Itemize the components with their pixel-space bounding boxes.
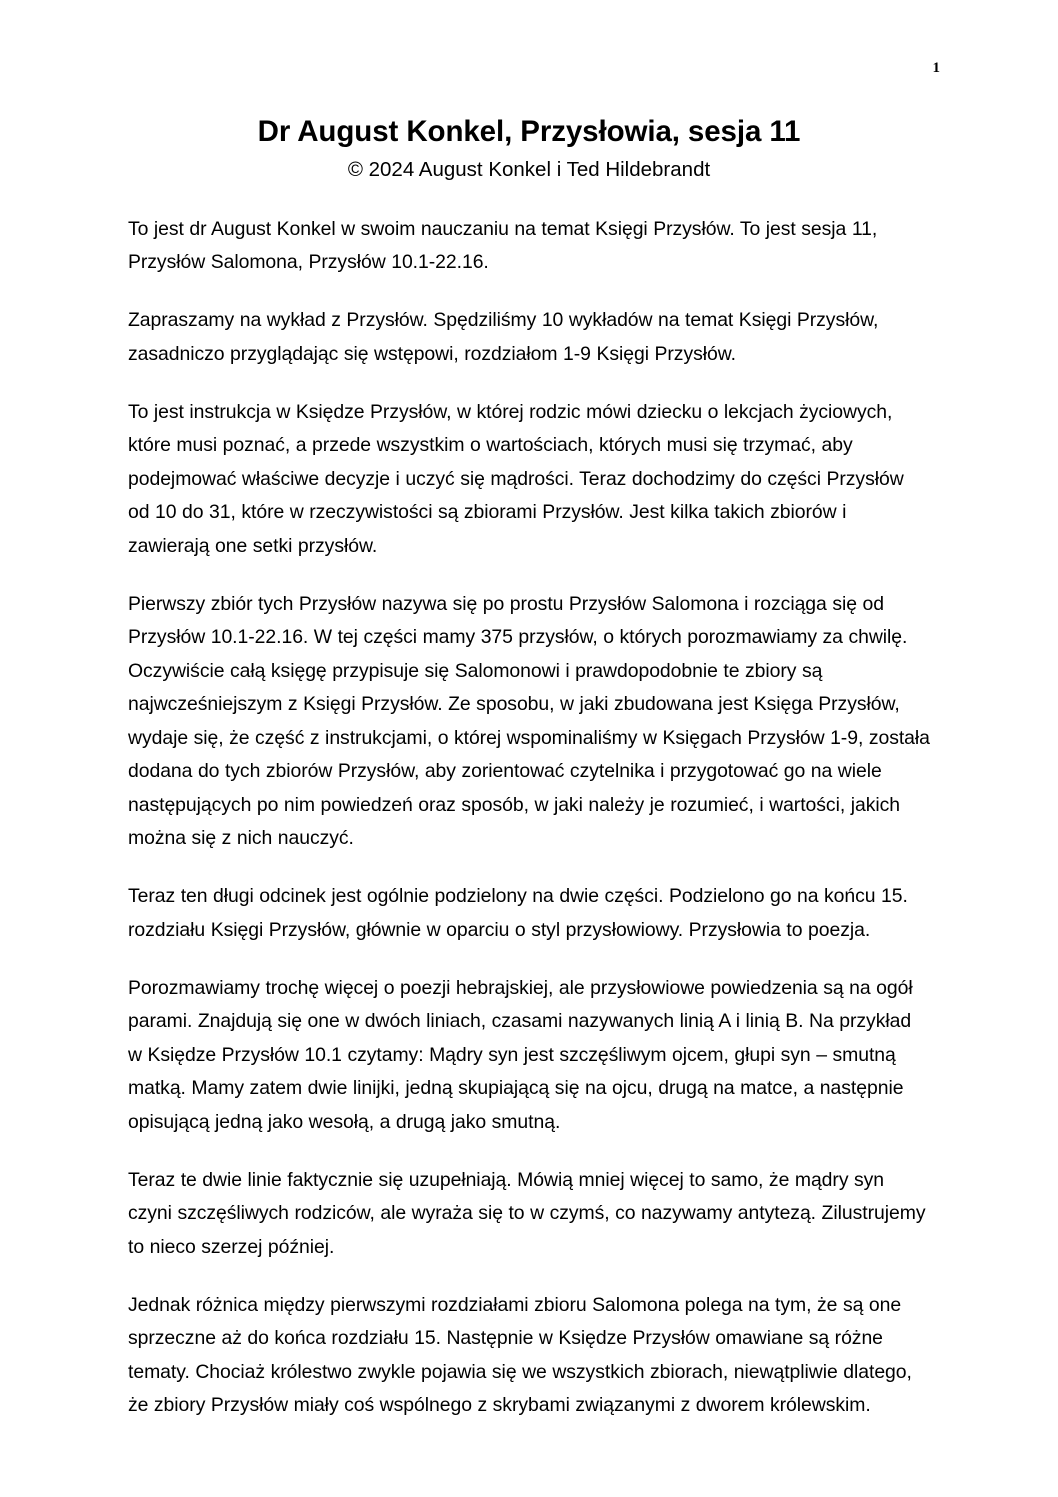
paragraph: To jest instrukcja w Księdze Przysłów, w której rodzic mówi dziecku o lekcjach życiowych, które musi poznać, a przede wszystkim o wartościach, których musi się trzymać, aby podejmować właściwe decyzje i uczyć się mądrości. Teraz dochodzimy do części Przysłów od 10 do 31, które w rzeczywistości są zbiorami Przysłów. Jest kilka takich zbiorów i zawierają one setki przysłów.: [128, 400, 904, 557]
paragraph: Zapraszamy na wykład z Przysłów. Spędziliśmy 10 wykładów na temat Księgi Przysłów, zasadniczo przyglądając się wstępowi, rozdziałom 1-9 Księgi Przysłów.: [128, 309, 879, 365]
copyright-line: © 2024 August Konkel i Ted Hildebrandt: [347, 158, 711, 182]
page-title: Dr August Konkel, Przysłowia, sesja 11: [257, 115, 801, 148]
paragraph: Teraz ten długi odcinek jest ogólnie podzielony na dwie części. Podzielono go na końcu 15. rozdziału Księgi Przysłów, głównie w oparciu o styl przysłowiowy. Przysłowia to poezja.: [128, 885, 908, 941]
paragraph: Pierwszy zbiór tych Przysłów nazywa się po prostu Przysłów Salomona i rozciąga się od Przysłów 10.1-22.16. W tej części mamy 375 przysłów, o których porozmawiamy za chwilę. Oczywiście całą księgę przypisuje się Salomonowi i prawdopodobnie te zbiory są najwcześniejszym z Księgi Przysłów. Ze sposobu, w jaki zbudowana jest Księga Przysłów, wydaje się, że część z instrukcjami, o której wspominaliśmy w Księgach Przysłów 1-9, została dodana do tych zbiorów Przysłów, aby zorientować czytelnika i przygotować go na wiele następujących po nim powiedzeń oraz sposób, w jaki należy je rozumieć, i wartości, jakich można się z nich nauczyć.: [128, 592, 930, 850]
page-number: 1: [932, 60, 940, 76]
paragraph: To jest dr August Konkel w swoim nauczaniu na temat Księgi Przysłów. To jest sesja 11, Przysłów Salomona, Przysłów 10.1-22.16.: [128, 217, 878, 274]
paragraph: Teraz te dwie linie faktycznie się uzupełniają. Mówią mniej więcej to samo, że mądry syn czyni szczęśliwych rodziców, ale wyraża się to w czymś, co nazywamy antytezą. Zilustrujemy to nieco szerzej później.: [128, 1168, 926, 1258]
paragraph: Porozmawiamy trochę więcej o poezji hebrajskiej, ale przysłowiowe powiedzenia są na ogół parami. Znajdują się one w dwóch liniach, czasami nazywanych linią A i linią B. Na przykład w Księdze Przysłów 10.1 czytamy: Mądry syn jest szczęśliwym ojcem, głupi syn – smutną matką. Mamy zatem dwie linijki, jedną skupiającą się na ojcu, drugą na matce, a następnie opisującą jedną jako wesołą, a drugą jako smutną.: [128, 976, 913, 1133]
document-body: [128, 213, 930, 1423]
paragraph: Jednak różnica między pierwszymi rozdziałami zbioru Salomona polega na tym, że są one sprzeczne aż do końca rozdziału 15. Następnie w Księdze Przysłów omawiane są różne tematy. Chociaż królestwo zwykle pojawia się we wszystkich zbiorach, niewątpliwie dlatego, że zbiory Przysłów miały coś wspólnego z skrybami związanymi z dworem królewskim.: [128, 1293, 912, 1417]
